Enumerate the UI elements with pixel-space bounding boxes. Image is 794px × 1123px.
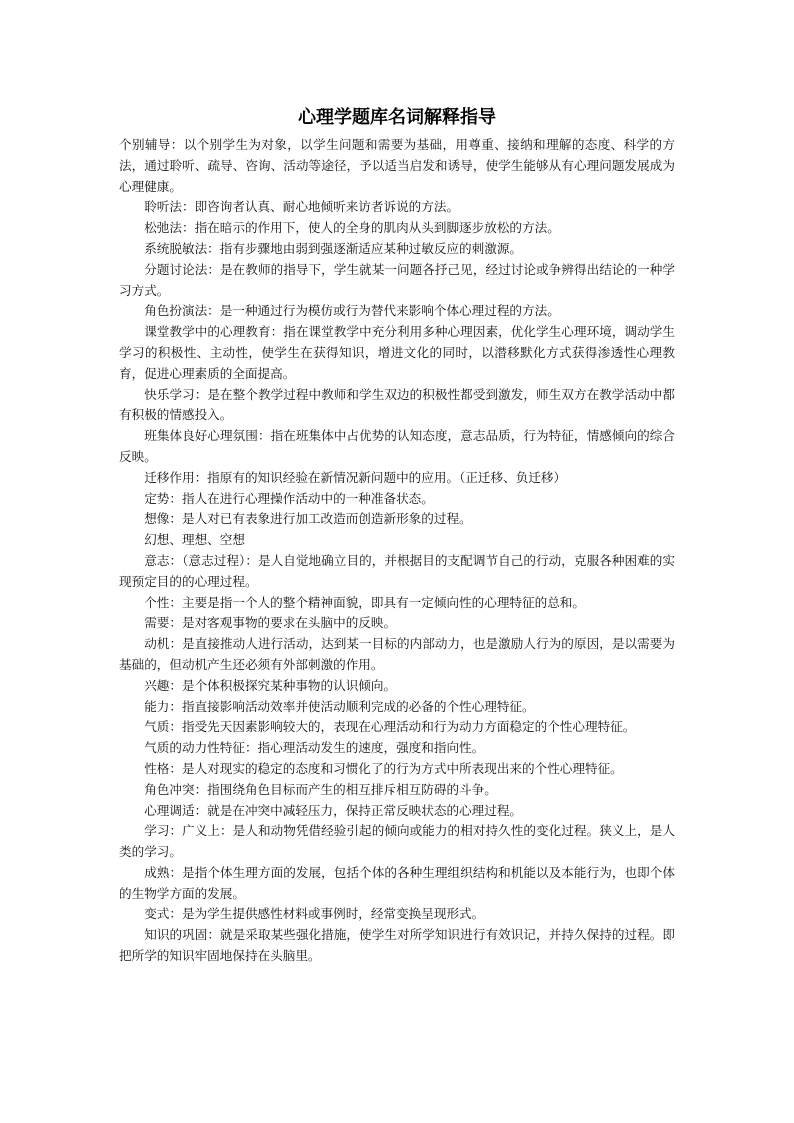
definition-entry: 气质的动力性特征：指心理活动发生的速度，强度和指向性。 [144,740,485,756]
definition-entry: 知识的巩固：就是采取某些强化措施，使学生对所学知识进行有效识记，并持久保持的过程。即把所学的知识牢固地保持在头脑里。 [119,927,675,964]
definition-entry: 快乐学习：是在整个教学过程中教师和学生双边的积极性都受到激发，师生双方在教学活动中都有积极的情感投入。 [119,386,675,423]
definition-entry: 个性：主要是指一个人的整个精神面貌，即具有一定倾向性的心理特征的总和。 [144,594,585,610]
definition-list [119,135,675,967]
definition-entry: 成熟：是指个体生理方面的发展，包括个体的各种生理组织结构和机能以及本能行为，也即个体的生物学方面的发展。 [119,864,675,901]
definition-entry: 需要：是对客观事物的要求在头脑中的反映。 [144,615,397,631]
definition-entry: 角色冲突：指围绕角色目标而产生的相互排斥相互防碍的斗争。 [144,781,497,797]
definition-entry: 意志：（意志过程）：是人自觉地确立目的，并根据目的支配调节自己的行动，克服各种困难的实现预定目的的心理过程。 [119,552,675,589]
definition-entry: 学习：广义上：是人和动物凭借经验引起的倾向或能力的相对持久性的变化过程。狭义上，是人类的学习。 [119,823,675,860]
document-page [119,104,675,967]
definition-entry: 性格：是人对现实的稳定的态度和习惯化了的行为方式中所表现出来的个性心理特征。 [144,760,623,776]
definition-entry: 幻想、理想、空想 [144,532,245,548]
definition-entry: 聆听法：即咨询者认真、耐心地倾听来访者诉说的方法。 [144,199,460,215]
definition-entry: 系统脱敏法：指有步骤地由弱到强逐渐适应某种过敏反应的刺激源。 [144,240,522,256]
definition-entry: 角色扮演法：是一种通过行为模仿或行为替代来影响个体心理过程的方法。 [144,303,560,319]
definition-entry: 迁移作用：指原有的知识经验在新情况新问题中的应用。（正迁移、负迁移） [144,469,567,485]
definition-entry: 松弛法：指在暗示的作用下，使人的全身的肌肉从头到脚逐步放松的方法。 [144,220,560,236]
definition-entry: 兴趣：是个体积极探究某种事物的认识倾向。 [144,677,397,693]
document-title: 心理学题库名词解释指导 [298,107,496,128]
definition-entry: 个别辅导：以个别学生为对象，以学生问题和需要为基础，用尊重、接纳和理解的态度、科学的方法，通过聆听、疏导、咨询、活动等途径，予以适当启发和诱导，使学生能够从有心理问题发展成为心理健康。 [119,137,675,194]
definition-entry: 班集体良好心理氛围：指在班集体中占优势的认知态度，意志品质，行为特征，情感倾向的综合反映。 [119,428,675,464]
definition-entry: 能力：指直接影响活动效率并使活动顺利完成的必备的个性心理特征。 [144,698,535,714]
definition-entry: 分题讨论法：是在教师的指导下，学生就某一问题各抒己见，经过讨论或争辨得出结论的一种学习方式。 [119,261,675,298]
definition-entry: 气质：指受先天因素影响较大的，表现在心理活动和行为动力方面稳定的个性心理特征。 [144,719,636,735]
definition-entry: 定势：指人在进行心理操作活动中的一种准备状态。 [144,490,434,506]
definition-entry: 想像：是人对已有表象进行加工改造而创造新形象的过程。 [144,511,472,527]
definition-entry: 变式：是为学生提供感性材料或事例时，经常变换呈现形式。 [144,906,485,922]
definition-entry: 心理调适：就是在冲突中减轻压力，保持正常反映状态的心理过程。 [144,802,522,818]
definition-entry: 课堂教学中的心理教育：指在课堂教学中充分利用多种心理因素，优化学生心理环境，调动学生学习的积极性、主动性，使学生在获得知识，增进文化的同时，以潜移默化方式获得渗透性心理教育，促进心理素质的全面提高。 [119,324,675,381]
definition-entry: 动机：是直接推动人进行活动，达到某一目标的内部动力，也是激励人行为的原因，是以需要为基础的，但动机产生还必须有外部刺激的作用。 [119,636,675,672]
